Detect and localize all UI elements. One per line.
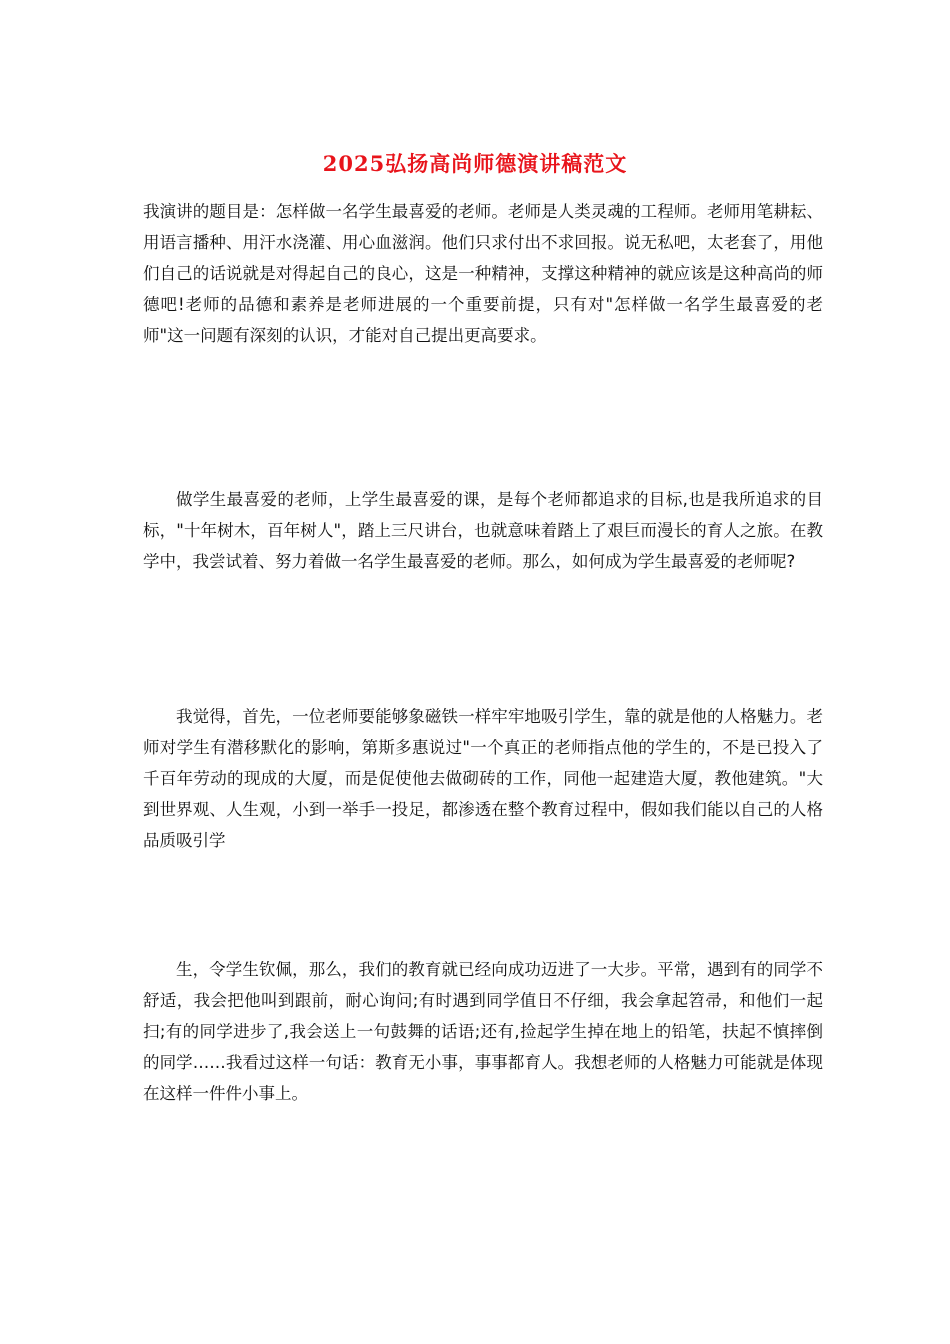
paragraph-4: 生，令学生钦佩，那么，我们的教育就已经向成功迈进了一大步。平常，遇到有的同学不舒适，我会把他叫到跟前，耐心询问;有时遇到同学值日不仔细，我会拿起笤帚，和他们一起扫;有的同学进步了,我会送上一句鼓舞的话语;还有,捡起学生掉在地上的铅笔，扶起不慎摔倒的同学……我看过这样一句话：教育无小事，事事都育人。我想老师的人格魅力可能就是体现在这样一件件小事上。 [143,960,823,1103]
document-title: 2025弘扬高尚师德演讲稿范文 [322,151,628,176]
paragraph-3: 我觉得，首先，一位老师要能够象磁铁一样牢牢地吸引学生，靠的就是他的人格魅力。老师对学生有潜移默化的影响，第斯多惠说过"一个真正的老师指点他的学生的，不是已投入了千百年劳动的现成的大厦，而是促使他去做砌砖的工作，同他一起建造大厦，教他建筑。"大到世界观、人生观，小到一举手一投足，都渗透在整个教育过程中，假如我们能以自己的人格品质吸引学 [143,707,823,850]
paragraph-1: 我演讲的题目是：怎样做一名学生最喜爱的老师。老师是人类灵魂的工程师。老师用笔耕耘、用语言播种、用汗水浇灌、用心血滋润。他们只求付出不求回报。说无私吧，太老套了，用他们自己的话说就是对得起自己的良心，这是一种精神，支撑这种精神的就应该是这种高尚的师德吧!老师的品德和素养是老师进展的一个重要前提，只有对"怎样做一名学生最喜爱的老师"这一问题有深刻的认识，才能对自己提出更高要求。 [143,202,823,345]
paragraph-2: 做学生最喜爱的老师，上学生最喜爱的课，是每个老师都追求的目标,也是我所追求的目标，"十年树木，百年树人"，踏上三尺讲台，也就意味着踏上了艰巨而漫长的育人之旅。在教学中，我尝试着、努力着做一名学生最喜爱的老师。那么，如何成为学生最喜爱的老师呢? [143,490,823,571]
